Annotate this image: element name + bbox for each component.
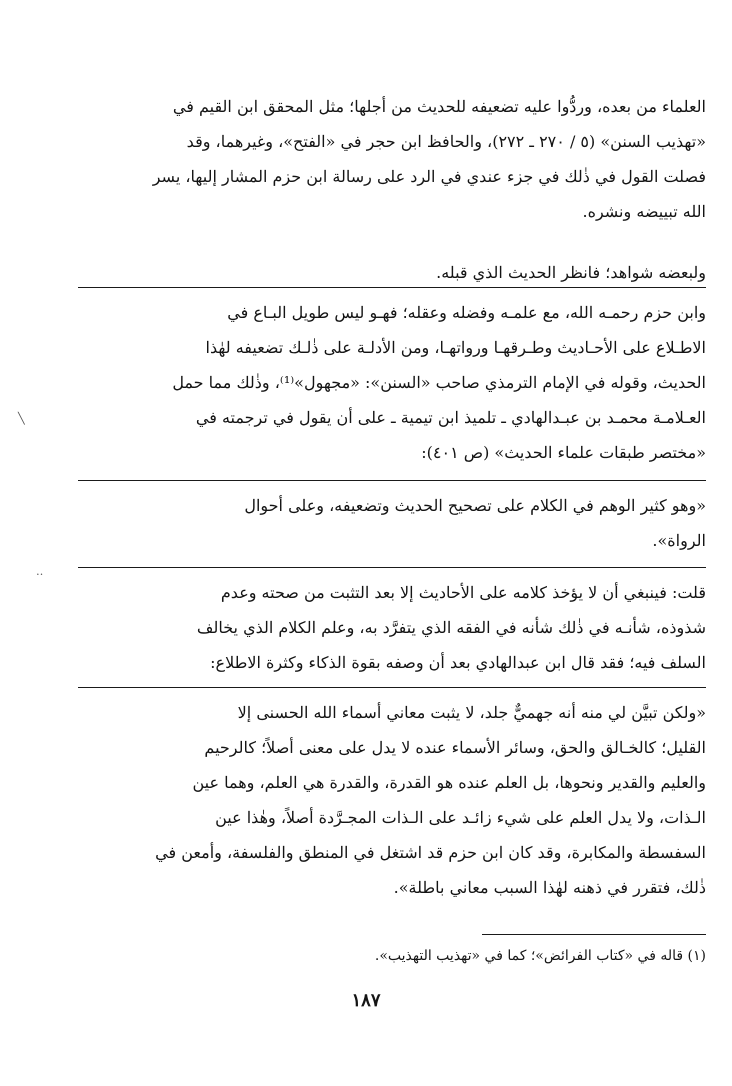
text-line: الحديث، وقوله في الإمام الترمذي صاحب «السنن»: «مجهول»⁽¹⁾، وذٰلك مما حمل	[172, 373, 706, 392]
text-line: العـلامـة محمـد بن عبـدالهادي ـ تلميذ ابن تيمية ـ على أن يقول في ترجمته في	[195, 408, 706, 427]
text-line: السفسطة والمكابرة، وقد كان ابن حزم قد اشتغل في المنطق والفلسفة، وأمعن في	[155, 843, 706, 862]
paragraph-quote-1	[78, 488, 706, 558]
text-line: شذوذه، شأنـه في ذٰلك شأنه في الفقه الذي يتفرَّد به، وعلم الكلام الذي يخالف	[196, 618, 706, 637]
footnote: (١) قاله في «كتاب الفرائض»؛ كما في «تهذيب التهذيب».	[374, 948, 706, 964]
text-line: «وهو كثير الوهم في الكلام على تصحيح الحديث وتضعيفه، وعلى أحوال	[244, 496, 706, 515]
text-line: فصلت القول في ذٰلك في جزء عندي في الرد على رسالة ابن حزم المشار إليها، يسر	[152, 167, 706, 186]
text-line: السلف فيه؛ فقد قال ابن عبدالهادي بعد أن وصفه بقوة الذكاء وكثرة الاطلاع:	[210, 653, 706, 672]
text-line: قلت: فينبغي أن لا يؤخذ كلامه على الأحاديث إلا بعد التثبت من صحته وعدم	[220, 583, 706, 602]
text-line: «ولكن تبيَّن لي منه أنه جهميٌّ جلد، لا يثبت معاني أسماء الله الحسنى إلا	[237, 703, 706, 722]
text-line: «تهذيب السنن» (٥ / ٢٧٠ ـ ٢٧٢)، والحافظ ابن حجر في «الفتح»، وغيرهما، وقد	[186, 132, 706, 151]
page-number: ١٨٧	[351, 990, 381, 1011]
text-line: القليل؛ كالخـالق والحق، وسائر الأسماء عنده لا يدل على معنى أصلاً؛ كالرحيم	[204, 738, 706, 757]
section-divider	[78, 567, 706, 568]
text-line: الاطـلاع على الأحـاديث وطـرقهـا ورواتهـا، ومن الأدلـة على ذٰلـك تضعيفه لهٰذا	[205, 338, 706, 357]
margin-mark: ╲	[18, 412, 25, 425]
footnote-separator	[482, 934, 706, 935]
paragraph-3	[78, 295, 706, 470]
margin-mark: ‥	[36, 565, 44, 578]
section-divider	[78, 287, 706, 288]
text-line: والعليم والقدير ونحوها، بل العلم عنده هو القدرة، والقدرة هي العلم، وهما عين	[192, 773, 706, 792]
text-line: الرواة».	[652, 531, 706, 550]
text-line: العلماء من بعده، وردُّوا عليه تضعيفه للحديث من أجلها؛ مثل المحقق ابن القيم في	[172, 97, 706, 116]
text-line: وابن حزم رحمـه الله، مع علمـه وفضله وعقله؛ فهـو ليس طويل البـاع في	[227, 303, 706, 322]
text-line: الله تبييضه ونشره.	[582, 202, 706, 221]
paragraph-quote-2	[78, 695, 706, 905]
text-line: «مختصر طبقات علماء الحديث» (ص ٤٠١):	[421, 443, 706, 462]
text-line: ذٰلك، فتقرر في ذهنه لهٰذا السبب معاني باطلة».	[393, 878, 706, 897]
text-line: ولبعضه شواهد؛ فانظر الحديث الذي قبله.	[436, 263, 706, 282]
paragraph-2	[78, 255, 706, 290]
paragraph-1	[78, 89, 706, 229]
text-line: الـذات، ولا يدل العلم على شيء زائـد على الـذات المجـرَّدة أصلاً، وهٰذا عين	[215, 808, 706, 827]
section-divider	[78, 480, 706, 481]
section-divider	[78, 687, 706, 688]
paragraph-4	[78, 575, 706, 680]
